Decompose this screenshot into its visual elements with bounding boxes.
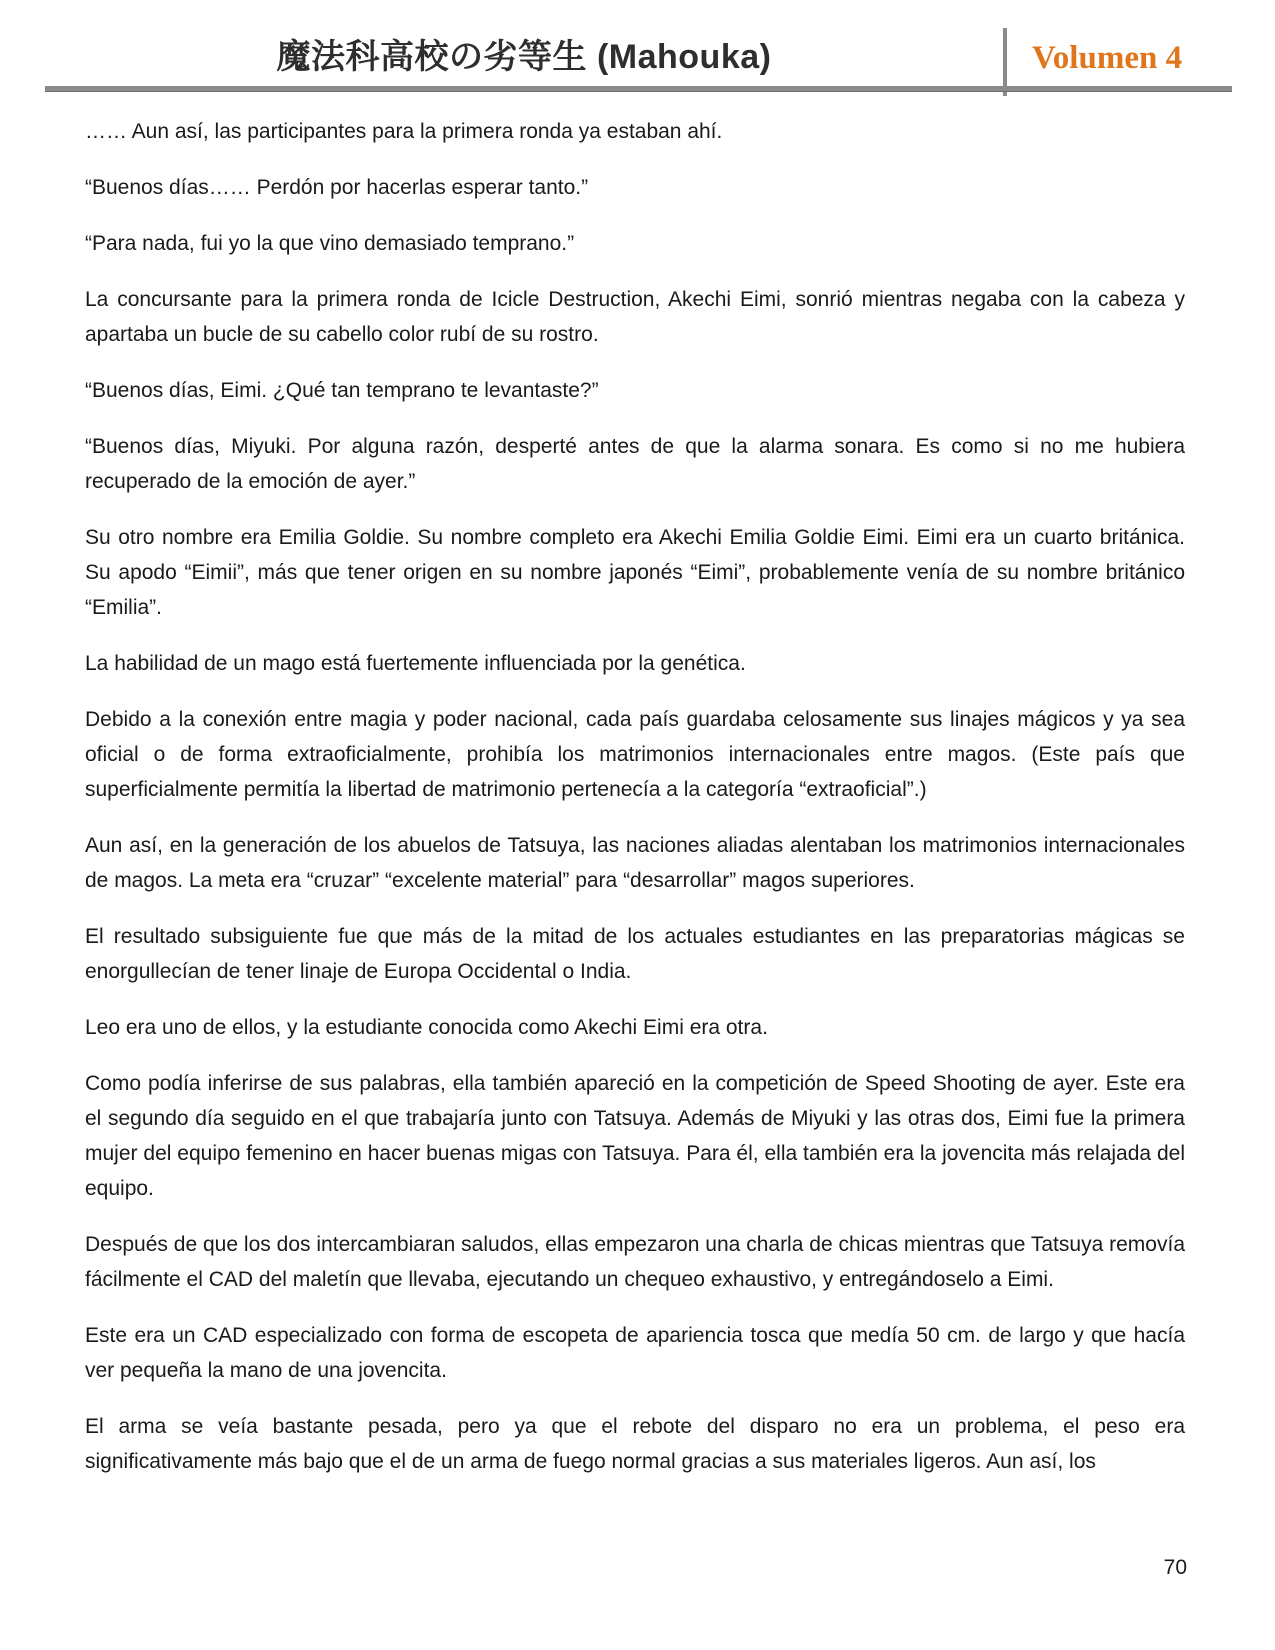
body-text bbox=[85, 114, 1185, 1500]
page-header bbox=[0, 0, 1275, 96]
paragraph: El resultado subsiguiente fue que más de la mitad de los actuales estudiantes en las preparatorias mágicas se enorgullecían de tener linaje de Europa Occidental o India. bbox=[85, 925, 1185, 983]
header-title-cell bbox=[45, 24, 1003, 82]
page-number: 70 bbox=[1163, 1556, 1187, 1579]
paragraph: Después de que los dos intercambiaran saludos, ellas empezaron una charla de chicas mientras que Tatsuya removía fácilmente el CAD del maletín que llevaba, ejecutando un chequeo exhaustivo, y entregándoselo a Eimi. bbox=[85, 1233, 1185, 1291]
paragraph: El arma se veía bastante pesada, pero ya que el rebote del disparo no era un problema, el peso era significativamente más bajo que el de un arma de fuego normal gracias a sus materiales ligeros. Aun así, los bbox=[85, 1415, 1185, 1473]
paragraph: La concursante para la primera ronda de Icicle Destruction, Akechi Eimi, sonrió mientras negaba con la cabeza y apartaba un bucle de su cabello color rubí de su rostro. bbox=[85, 288, 1185, 346]
paragraph: …… Aun así, las participantes para la primera ronda ya estaban ahí. bbox=[85, 120, 723, 143]
paragraph: Leo era uno de ellos, y la estudiante conocida como Akechi Eimi era otra. bbox=[85, 1016, 768, 1039]
paragraph: Aun así, en la generación de los abuelos de Tatsuya, las naciones aliadas alentaban los matrimonios internacionales de magos. La meta era “cruzar” “excelente material” para “desarrollar” magos superiores. bbox=[85, 834, 1185, 892]
paragraph: “Buenos días, Miyuki. Por alguna razón, desperté antes de que la alarma sonara. Es como si no me hubiera recuperado de la emoción de ayer.” bbox=[85, 435, 1185, 493]
paragraph: “Para nada, fui yo la que vino demasiado temprano.” bbox=[85, 232, 575, 255]
header-horizontal-rule bbox=[45, 86, 1232, 92]
paragraph: “Buenos días, Eimi. ¿Qué tan temprano te levantaste?” bbox=[85, 379, 599, 402]
document-title: 魔法科高校の劣等生 (Mahouka) bbox=[276, 37, 772, 76]
paragraph: Su otro nombre era Emilia Goldie. Su nombre completo era Akechi Emilia Goldie Eimi. Eimi era un cuarto británica. Su apodo “Eimii”, más que tener origen en su nombre japonés “Eimi”, probablemente venía de su nombre británico “Emilia”. bbox=[85, 526, 1185, 619]
paragraph: “Buenos días…… Perdón por hacerlas esperar tanto.” bbox=[85, 176, 589, 199]
paragraph: La habilidad de un mago está fuertemente influenciada por la genética. bbox=[85, 652, 746, 675]
volume-label: Volumen 4 bbox=[1032, 39, 1183, 76]
paragraph: Debido a la conexión entre magia y poder nacional, cada país guardaba celosamente sus linajes mágicos y ya sea oficial o de forma extraoficialmente, prohibía los matrimonios internacionales entre magos. (Este país que superficialmente permitía la libertad de matrimonio pertenecía a la categoría “extraoficial”.) bbox=[85, 708, 1185, 801]
paragraph: Como podía inferirse de sus palabras, ella también apareció en la competición de Speed Shooting de ayer. Este era el segundo día seguido en el que trabajaría junto con Tatsuya. Además de Miyuki y las otras dos, Eimi fue la primera mujer del equipo femenino en hacer buenas migas con Tatsuya. Para él, ella también era la jovencita más relajada del equipo. bbox=[85, 1072, 1185, 1200]
header-volume-cell bbox=[1032, 34, 1182, 82]
paragraph: Este era un CAD especializado con forma de escopeta de apariencia tosca que medía 50 cm. de largo y que hacía ver pequeña la mano de una jovencita. bbox=[85, 1324, 1185, 1382]
